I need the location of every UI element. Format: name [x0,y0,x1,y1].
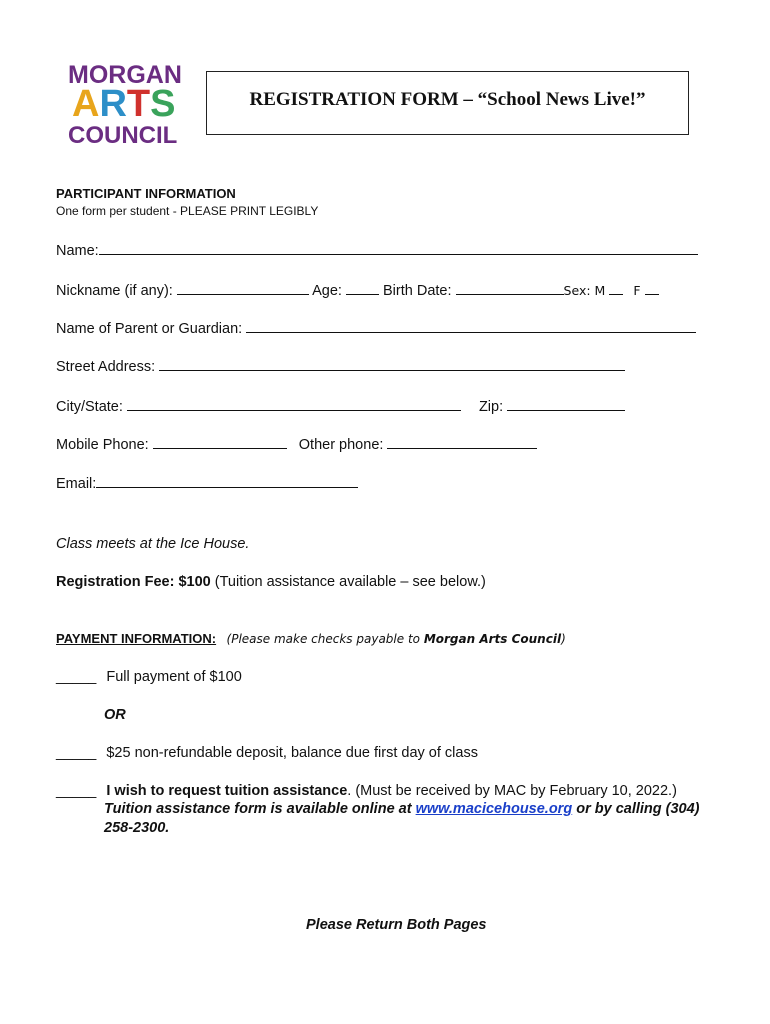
age-field[interactable] [346,280,379,295]
logo-line-council: COUNCIL [68,122,178,149]
assistance-line-1 [104,801,700,817]
payment-heading: PAYMENT INFORMATION: [56,631,217,646]
option1-blank[interactable]: _____ [56,669,97,685]
payment-heading-row [56,630,566,648]
mobile-phone-field[interactable] [153,434,287,449]
option-assistance [56,783,677,799]
zip-field[interactable] [507,396,625,411]
option-full-payment [56,669,242,685]
logo-arts [72,84,175,124]
sex-m-field[interactable] [609,280,623,295]
option3-blank[interactable]: _____ [56,783,97,799]
logo-line-morgan: MORGAN [68,61,182,89]
other-phone-label: Other phone: [298,437,384,453]
name-row [56,240,698,259]
name-label: Name: [56,243,99,259]
zip-label: Zip: [478,399,504,415]
age-label: Age: [312,283,342,299]
logo-letter: T [126,83,151,125]
fee-row [56,574,486,590]
city-field[interactable] [127,396,461,411]
phone-row [56,434,537,453]
sex-label: Sex: M [563,283,606,298]
nickname-field[interactable] [177,280,309,295]
sex-f-label: F [633,283,641,298]
parent-row [56,318,696,337]
title-box [206,71,689,135]
parent-field[interactable] [246,318,696,333]
logo-letter: R [99,83,127,125]
payment-payee: Morgan Arts Council [423,632,562,646]
birth-date-label: Birth Date: [383,283,452,299]
participant-heading: PARTICIPANT INFORMATION [56,186,236,201]
email-field[interactable] [96,473,358,488]
assistance-line-2: 258-2300. [104,820,170,836]
sex-f-field[interactable] [645,280,659,295]
city-label: City/State: [56,399,123,415]
street-row [56,356,625,375]
footer-note: Please Return Both Pages [306,917,487,933]
payment-note-post: ) [561,632,566,646]
street-label: Street Address: [56,359,156,375]
payment-note-pre: (Please make checks payable to [226,632,424,646]
other-phone-field[interactable] [387,434,537,449]
logo-letter: S [150,83,176,125]
email-label: Email: [56,476,97,492]
option2-label: $25 non-refundable deposit, balance due first day of class [106,745,478,761]
email-row [56,473,358,492]
option1-label: Full payment of $100 [106,669,242,685]
fee-label: Registration Fee: $100 [56,574,211,590]
city-row [56,396,625,415]
website-link[interactable]: www.macicehouse.org [415,801,573,817]
birth-date-field[interactable] [456,280,564,295]
name-field[interactable] [99,240,698,255]
option3-rest: . (Must be received by MAC by February 10, 2022.) [347,783,677,799]
option-deposit [56,745,478,761]
form-title: REGISTRATION FORM – “School News Live!” [249,89,646,110]
assistance-pre: Tuition assistance form is available online at [104,801,416,817]
mobile-phone-label: Mobile Phone: [56,437,149,453]
option2-blank[interactable]: _____ [56,745,97,761]
class-note: Class meets at the Ice House. [56,536,250,552]
logo-letter: A [72,83,100,125]
option3-bold: I wish to request tuition assistance [106,783,348,799]
street-field[interactable] [159,356,625,371]
morgan-arts-council-logo [66,62,192,152]
nickname-label: Nickname (if any): [56,283,173,299]
fee-note: (Tuition assistance available – see below.) [210,574,486,590]
nickname-row [56,280,659,299]
assistance-post: or by calling (304) [572,801,700,817]
or-label: OR [104,707,126,723]
participant-subheading: One form per student - PLEASE PRINT LEGIBLY [56,204,319,218]
parent-label: Name of Parent or Guardian: [56,321,243,337]
